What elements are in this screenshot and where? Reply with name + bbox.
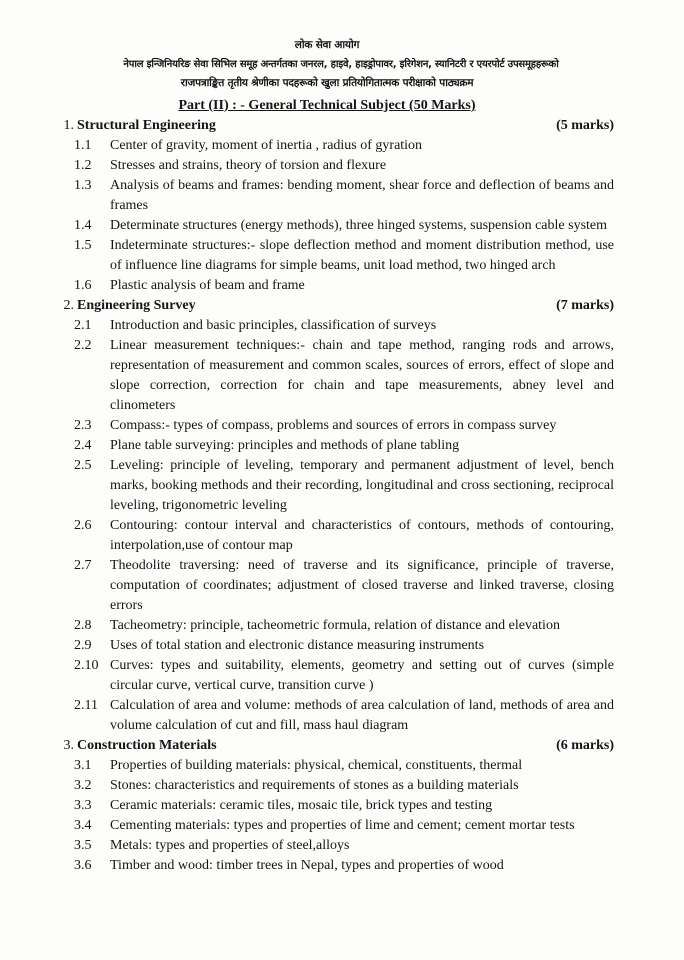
- item-text: Stresses and strains, theory of torsion and flexure: [110, 158, 387, 173]
- item-text: Metals: types and properties of steel,alloys: [110, 838, 350, 853]
- header-line-2: नेपाल इन्जिनियरिङ सेवा सिभिल समूह अन्तर्गतका जनरल, हाइवे, हाइड्रोपावर, इरिगेशन, स्यानिटरी र एयरपोर्ट उपसमूहहरूको: [123, 59, 559, 70]
- item-text: Contouring: contour interval and characteristics of contours, methods of contouring, interpolation,use of contour map: [110, 518, 614, 553]
- section-marks: (6 marks): [556, 738, 614, 753]
- item-text: Theodolite traversing: need of traverse and its significance, principle of traverse, computation of coordinates; adjustment of closed traverse and linked traverse, closing errors: [110, 558, 614, 613]
- item-number: 3.4: [74, 818, 92, 833]
- list-item: [40, 336, 614, 416]
- list-item: [40, 796, 614, 816]
- list-item: [40, 616, 614, 636]
- list-item: [40, 556, 614, 616]
- item-text: Leveling: principle of leveling, temporary and permanent adjustment of level, bench marks, booking methods and their recording, longitudinal and cross sectioning, reciprocal leveling, trigonometric leveling: [110, 458, 614, 513]
- section: [40, 296, 614, 736]
- item-number: 2.7: [74, 558, 92, 573]
- item-number: 2.4: [74, 438, 92, 453]
- list-item: [40, 656, 614, 696]
- section-title: Engineering Survey: [77, 298, 196, 313]
- item-text: Cementing materials: types and properties of lime and cement; cement mortar tests: [110, 818, 575, 833]
- list-item: [40, 176, 614, 216]
- list-item: [40, 436, 614, 456]
- section-number: 3.: [63, 738, 74, 753]
- item-number: 2.9: [74, 638, 92, 653]
- list-item: [40, 456, 614, 516]
- list-item: [40, 636, 614, 656]
- item-text: Indeterminate structures:- slope deflection method and moment distribution method, use of influence line diagrams for simple beams, unit load method, two hinged arch: [110, 238, 614, 273]
- list-item: [40, 156, 614, 176]
- item-text: Properties of building materials: physical, chemical, constituents, thermal: [110, 758, 523, 773]
- item-number: 3.3: [74, 798, 92, 813]
- item-number: 2.2: [74, 338, 92, 353]
- item-number: 3.1: [74, 758, 92, 773]
- list-item: [40, 216, 614, 236]
- section-number: 1.: [63, 118, 74, 133]
- item-number: 3.6: [74, 858, 92, 873]
- section-title: Structural Engineering: [77, 118, 216, 133]
- list-item: [40, 516, 614, 556]
- section-marks: (7 marks): [556, 298, 614, 313]
- list-item: [40, 316, 614, 336]
- item-text: Plastic analysis of beam and frame: [110, 278, 305, 293]
- item-text: Analysis of beams and frames: bending moment, shear force and deflection of beams and frames: [110, 178, 614, 213]
- section-marks: (5 marks): [556, 118, 614, 133]
- item-text: Timber and wood: timber trees in Nepal, types and properties of wood: [110, 858, 504, 873]
- list-item: [40, 696, 614, 736]
- section-heading: [40, 296, 614, 316]
- item-number: 2.5: [74, 458, 92, 473]
- list-item: [40, 816, 614, 836]
- item-number: 3.2: [74, 778, 92, 793]
- item-text: Center of gravity, moment of inertia , radius of gyration: [110, 138, 423, 153]
- item-number: 1.5: [74, 238, 92, 253]
- item-number: 3.5: [74, 838, 92, 853]
- item-number: 2.3: [74, 418, 92, 433]
- list-item: [40, 756, 614, 776]
- item-number: 1.3: [74, 178, 92, 193]
- header-line-3: राजपत्राङ्कित तृतीय श्रेणीका पदहरूको खुला प्रतियोगितात्मक परीक्षाको पाठ्यक्रम: [180, 77, 474, 89]
- item-text: Determinate structures (energy methods), three hinged systems, suspension cable system: [110, 218, 608, 233]
- part-title: Part (II) : - General Technical Subject (50 Marks): [178, 98, 476, 113]
- item-number: 2.1: [74, 318, 92, 333]
- item-number: 1.4: [74, 218, 92, 233]
- item-number: 1.1: [74, 138, 92, 153]
- list-item: [40, 136, 614, 156]
- document-header: [40, 36, 614, 93]
- item-text: Linear measurement techniques:- chain and tape method, ranging rods and arrows, representation of measurement and common scales, sources of errors, effect of slope and slope correction, correction for chain and tape measurements, abney level and clinometers: [110, 338, 614, 413]
- item-text: Uses of total station and electronic distance measuring instruments: [110, 638, 485, 653]
- item-text: Tacheometry: principle, tacheometric formula, relation of distance and elevation: [110, 618, 560, 633]
- list-item: [40, 856, 614, 876]
- item-text: Stones: characteristics and requirements of stones as a building materials: [110, 778, 519, 793]
- item-text: Ceramic materials: ceramic tiles, mosaic tile, brick types and testing: [110, 798, 493, 813]
- item-text: Plane table surveying: principles and methods of plane tabling: [110, 438, 460, 453]
- item-text: Introduction and basic principles, classification of surveys: [110, 318, 437, 333]
- section-number: 2.: [63, 298, 74, 313]
- list-item: [40, 776, 614, 796]
- section: [40, 736, 614, 876]
- item-number: 2.10: [74, 658, 99, 673]
- list-item: [40, 236, 614, 276]
- item-text: Curves: types and suitability, elements, geometry and setting out of curves (simple circular curve, vertical curve, transition curve ): [110, 658, 614, 693]
- item-text: Calculation of area and volume: methods of area calculation of land, methods of area and volume calculation of cut and fill, mass haul diagram: [110, 698, 614, 733]
- list-item: [40, 836, 614, 856]
- item-text: Compass:- types of compass, problems and sources of errors in compass survey: [110, 418, 557, 433]
- header-line-1: लोक सेवा आयोग: [294, 39, 360, 51]
- sections-list: [40, 116, 614, 876]
- list-item: [40, 416, 614, 436]
- section-title: Construction Materials: [77, 738, 217, 753]
- item-number: 2.8: [74, 618, 92, 633]
- item-number: 2.6: [74, 518, 92, 533]
- section: [40, 116, 614, 296]
- section-heading: [40, 116, 614, 136]
- item-number: 1.2: [74, 158, 92, 173]
- section-heading: [40, 736, 614, 756]
- item-number: 1.6: [74, 278, 92, 293]
- item-number: 2.11: [74, 698, 98, 713]
- list-item: [40, 276, 614, 296]
